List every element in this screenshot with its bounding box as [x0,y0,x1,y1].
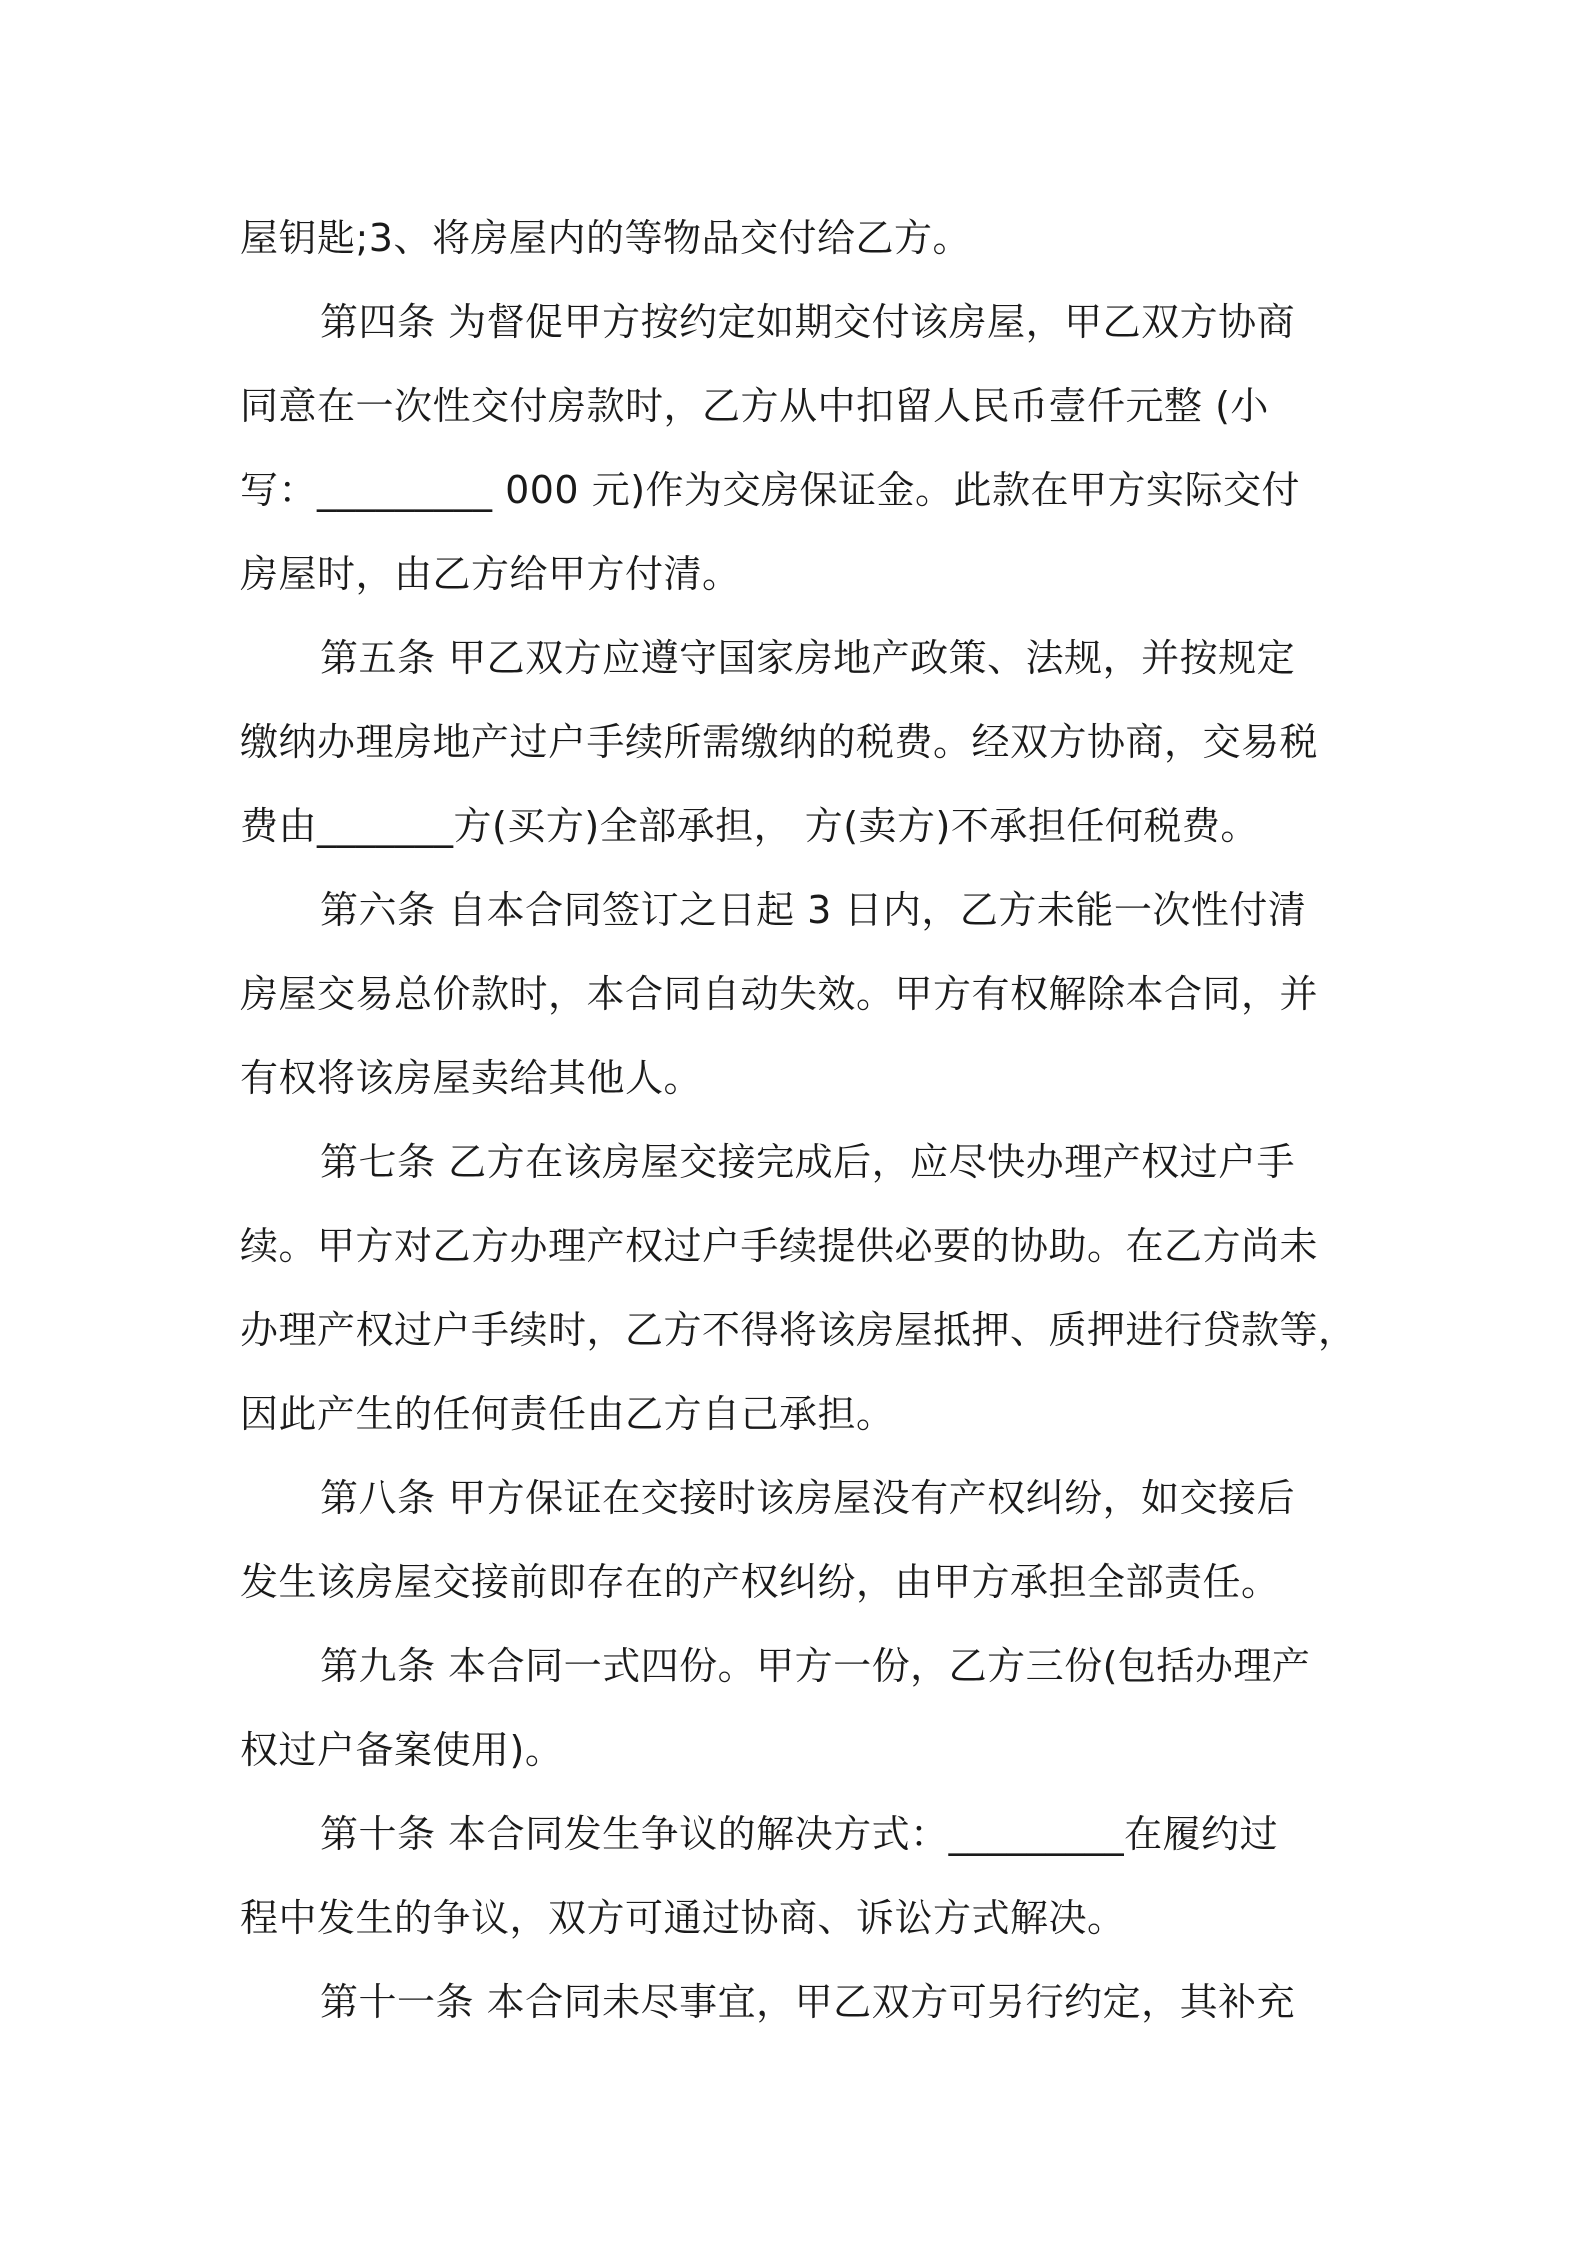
document-line: 缴纳办理房地产过户手续所需缴纳的税费。经双方协商，交易税 [240,720,1319,764]
document-line: 办理产权过户手续时，乙方不得将该房屋抵押、质押进行贷款等， [240,1308,1357,1352]
document-line: 费由_______方(买方)全部承担， 方(卖方)不承担任何税费。 [240,804,1259,848]
document-line: 房屋交易总价款时，本合同自动失效。甲方有权解除本合同，并 [240,972,1319,1016]
document-body [240,196,1357,2044]
document-line: 第五条 甲乙双方应遵守国家房地产政策、法规，并按规定 [320,636,1296,680]
document-line: 房屋时，由乙方给甲方付清。 [240,552,741,596]
document-line: 写：_________ 000 元)作为交房保证金。此款在甲方实际交付 [240,468,1301,512]
document-line: 第九条 本合同一式四份。甲方一份，乙方三份(包括办理产 [320,1644,1311,1688]
document-line: 程中发生的争议，双方可通过协商、诉讼方式解决。 [240,1896,1126,1940]
document-line: 第七条 乙方在该房屋交接完成后，应尽快办理产权过户手 [320,1140,1296,1184]
document-line: 屋钥匙;3、将房屋内的等物品交付给乙方。 [240,216,971,260]
document-line: 续。甲方对乙方办理产权过户手续提供必要的协助。在乙方尚未 [240,1224,1319,1268]
document-line: 发生该房屋交接前即存在的产权纠纷，由甲方承担全部责任。 [240,1560,1280,1604]
document-line: 第四条 为督促甲方按约定如期交付该房屋，甲乙双方协商 [320,300,1296,344]
document-line: 第六条 自本合同签订之日起 3 日内，乙方未能一次性付清 [320,888,1307,932]
document-line: 权过户备案使用)。 [240,1728,564,1772]
document-line: 有权将该房屋卖给其他人。 [240,1056,703,1100]
document-line: 第十条 本合同发生争议的解决方式：_________在履约过 [320,1812,1279,1856]
document-line: 第十一条 本合同未尽事宜，甲乙双方可另行约定，其补充 [320,1980,1296,2024]
document-line: 第八条 甲方保证在交接时该房屋没有产权纠纷，如交接后 [320,1476,1296,1520]
document-line: 同意在一次性交付房款时，乙方从中扣留人民币壹仟元整 (小 [240,384,1269,428]
document-line: 因此产生的任何责任由乙方自己承担。 [240,1392,895,1436]
